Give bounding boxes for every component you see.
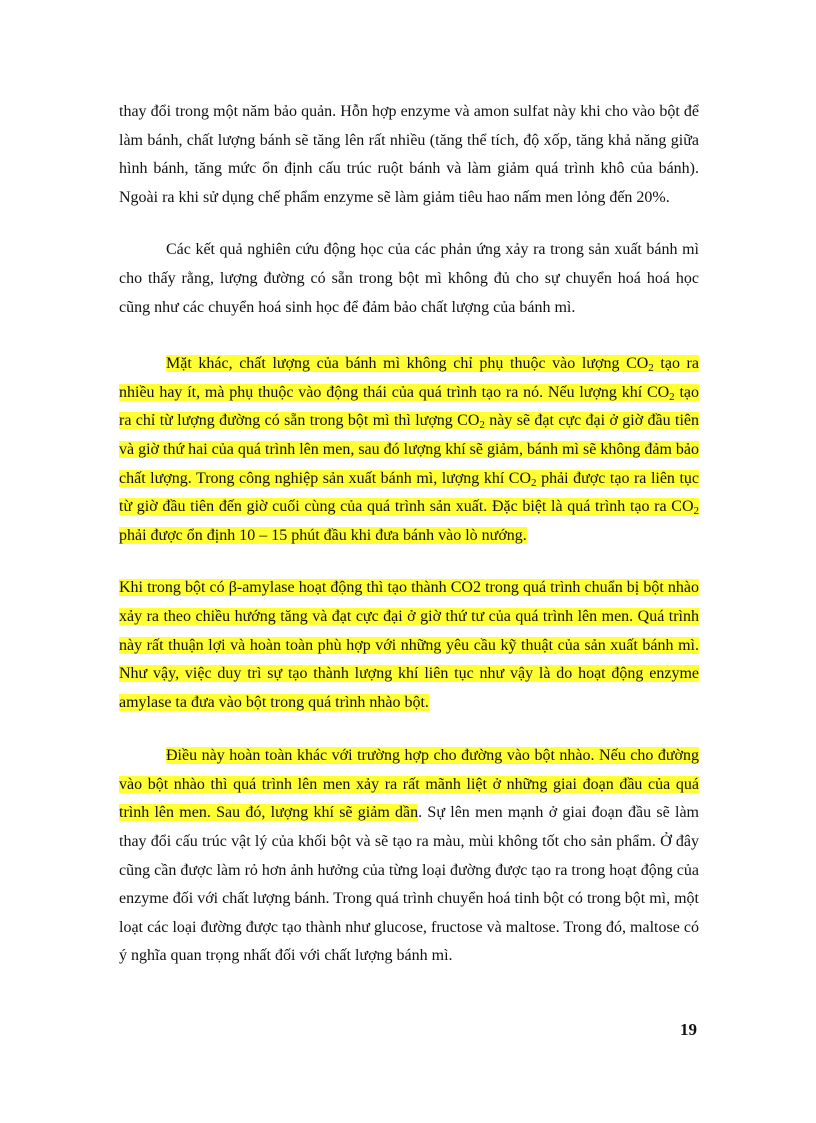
- highlighted-text: Mặt khác, chất lượng của bánh mì không chỉ phụ thuộc vào lượng $CO_2$ tạo ra nhiều hay ít, mà phụ thuộc vào động thái của quá trình tạo ra nó. Nếu lượng khí $CO_2$ tạo ra chỉ từ lượng đường có sẵn trong bột mì thì lượng $CO_2$ này sẽ đạt cực đại ở giờ đầu tiên và giờ thứ hai của quá trình lên men, sau đó lượng khí sẽ giảm, bánh mì sẽ không đảm bảo chất lượng. Trong công nghiệp sản xuất bánh mì, lượng khí $CO_2$ phải được tạo ra liên tục từ giờ đầu tiên đến giờ cuối cùng của quá trình sản xuất. Đặc biệt là quá trình tạo ra $CO_2$ phải được ổn định 10 – 15 phút đầu khi đưa bánh vào lò nướng.: [119, 355, 700, 544]
- paragraph-5: [119, 742, 699, 971]
- paragraph-4: [119, 574, 699, 717]
- page-number: 19: [680, 1020, 697, 1039]
- paragraph-1: thay đổi trong một năm bảo quản. Hỗn hợp enzyme và amon sulfat này khi cho vào bột để làm bánh, chất lượng bánh sẽ tăng lên rất nhiều (tăng thể tích, độ xốp, tăng khả năng giữa hình bánh, tăng mức ổn định cấu trúc ruột bánh và làm giảm quá trình khô của bánh). Ngoài ra khi sử dụng chế phẩm enzyme sẽ làm giảm tiêu hao nấm men lỏng đến 20%.: [119, 103, 699, 206]
- document-body: [119, 98, 699, 971]
- highlighted-text: Khi trong bột có β-amylase hoạt động thì tạo thành CO2 trong quá trình chuẩn bị bột nhào xảy ra theo chiều hướng tăng và đạt cực đại ở giờ thứ tư của quá trình lên men. Quá trình này rất thuận lợi và hoàn toàn phù hợp với những yêu cầu kỹ thuật của sản xuất bánh mì. Như vậy, việc duy trì sự tạo thành lượng khí liên tục như vậy là do hoạt động enzyme amylase ta đưa vào bột trong quá trình nhào bột.: [119, 579, 699, 711]
- highlighted-text: Điều này hoàn toàn khác với trường hợp cho đường vào bột nhào. Nếu cho đường vào bột nhào thì quá trình lên men xảy ra rất mãnh liệt ở những giai đoạn đầu của quá trình lên men. Sau đó, lượng khí sẽ giảm dần: [119, 747, 699, 822]
- paragraph-2: Các kết quả nghiên cứu động học của các phản ứng xảy ra trong sản xuất bánh mì cho thấy rằng, lượng đường có sẵn trong bột mì không đủ cho sự chuyển hoá hoá học cũng như các chuyển hoá sinh học để đảm bảo chất lượng của bánh mì.: [119, 241, 699, 316]
- paragraph-3: [119, 350, 699, 550]
- plain-text: . Sự lên men mạnh ở giai đoạn đầu sẽ làm thay đổi cấu trúc vật lý của khối bột và sẽ tạo ra màu, mùi không tốt cho sản phẩm. Ở đây cũng cần được làm rỏ hơn ảnh hưởng của từng loại đường được tạo ra trong hoạt động của enzyme đối với chất lượng bánh. Trong quá trình chuyển hoá tinh bột có trong bột mì, một loạt các loại đường được tạo thành như glucose, fructose và maltose. Trong đó, maltose có ý nghĩa quan trọng nhất đối với chất lượng bánh mì.: [119, 804, 699, 965]
